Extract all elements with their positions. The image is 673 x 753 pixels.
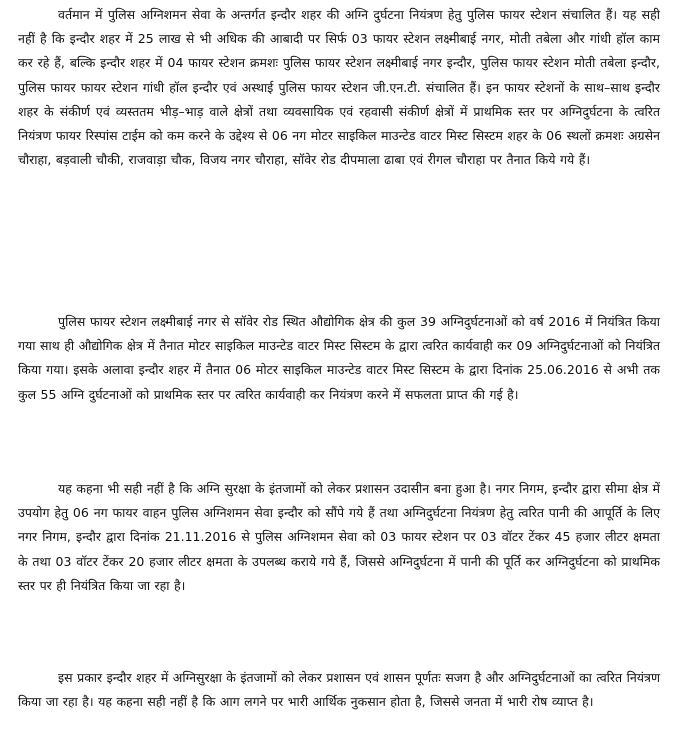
paragraph-conclusion: इस प्रकार इन्दौर शहर में अग्निसुरक्षा के इंतजामों को लेकर प्रशासन एवं शासन पूर्णतः सजग है और अग्निदुर्घटनाओं का त्वरित नियंत्रण किया जा रहा है। यह कहना सही नहीं है कि आग लगने पर भारी आर्थिक नुकसान होता है, जिससे जनता में भारी रोष व्याप्त है।	[18, 670, 660, 710]
paragraph-fire-vehicles: यह कहना भी सही नहीं है कि अग्नि सुरक्षा के इंतजामों को लेकर प्रशासन उदासीन बना हुआ है। नगर निगम, इन्दौर द्वारा सीमा क्षेत्र में उपयोग हेतु 06 नग फायर वाहन पुलिस अग्निशमन सेवा इन्दौर को सौंपे गये हैं तथा अग्निदुर्घटना नियंत्रण हेतु त्वरित पानी की आपूर्ति के लिए नगर निगम, इन्दौर द्वारा दिनांक 21.11.2016 से पुलिस अग्निशमन सेवा को 03 फायर स्टेशन पर 03 वॉटर टेंकर 45 हजार लीटर क्षमता के तथा 03 वॉटर टेंकर 20 हजार लीटर क्षमता के उपलब्ध कराये गये हैं, जिससे अग्निदुर्घटना में पानी की पूर्ति कर अग्निदुर्घटना को प्राथमिक स्तर पर ही नियंत्रित किया जा रहा है।	[18, 481, 660, 593]
paragraph-fire-stations: वर्तमान में पुलिस अग्निशमन सेवा के अन्तर्गत इन्दौर शहर की अग्नि दुर्घटना नियंत्रण हेतु पुलिस फायर स्टेशन संचालित हैं। यह सही नहीं है कि इन्दौर शहर में 25 लाख से भी अधिक की आबादी पर सिर्फ 03 फायर स्टेशन लक्ष्मीबाई नगर, मोती तबेला और गांधी हॉल काम कर रहे हैं, बल्कि इन्दौर शहर में 04 फायर स्टेशन क्रमशः पुलिस फायर स्टेशन लक्ष्मीबाई नगर इन्दौर, पुलिस फायर स्टेशन मोती तबेला इन्दौर, पुलिस फायर फायर स्टेशन गांधी हॉल इन्दौर एवं अस्थाई पुलिस फायर स्टेशन जी.एन.टी. संचालित हैं। इन फायर स्टेशनों के साथ–साथ इन्दौर शहर के संकीर्ण एवं व्यस्ततम भीड़–भाड़ वाले क्षेत्रों तथा व्यवसायिक एवं रहवासी संकीर्ण क्षेत्रों में प्राथमिक स्तर पर अग्निदुर्घटना के त्वरित नियंत्रण फायर रिस्पांस टाईम को कम करने के उद्देश्य से 06 नग मोटर साइकिल माउन्टेड वाटर मिस्ट सिस्टम शहर के 06 स्थलों क्रमशः अग्रसेन चौराहा, बड़वाली चौकी, राजवाड़ा चौक, विजय नगर चौराहा, सॉवेर रोड दीपमाला ढाबा एवं रीगल चौराहा पर तैनात किये गये हैं।	[18, 7, 660, 168]
paragraph-fire-incidents: पुलिस फायर स्टेशन लक्ष्मीबाई नगर से सॉवेर रोड स्थित औद्योगिक क्षेत्र की कुल 39 अग्निदुर्घटनाओं को वर्ष 2016 में नियंत्रित किया गया साथ ही औद्योगिक क्षेत्र में तैनात मोटर साइकिल माउन्टेड वाटर मिस्ट सिस्टम के द्वारा त्वरित कार्यवाही कर 09 अग्निदुर्घटनाओं को नियंत्रित किया गया। इसके अलावा इन्दौर शहर में तैनात 06 मोटर साइकिल माउन्टेड वाटर मिस्ट सिस्टम के द्वारा दिनांक 25.06.2016 से अभी तक कुल 55 अग्नि दुर्घटनाओं को प्राथमिक स्तर पर त्वरित कार्यवाही कर नियंत्रण करने में सफलता प्राप्त की गई है।	[18, 314, 660, 402]
